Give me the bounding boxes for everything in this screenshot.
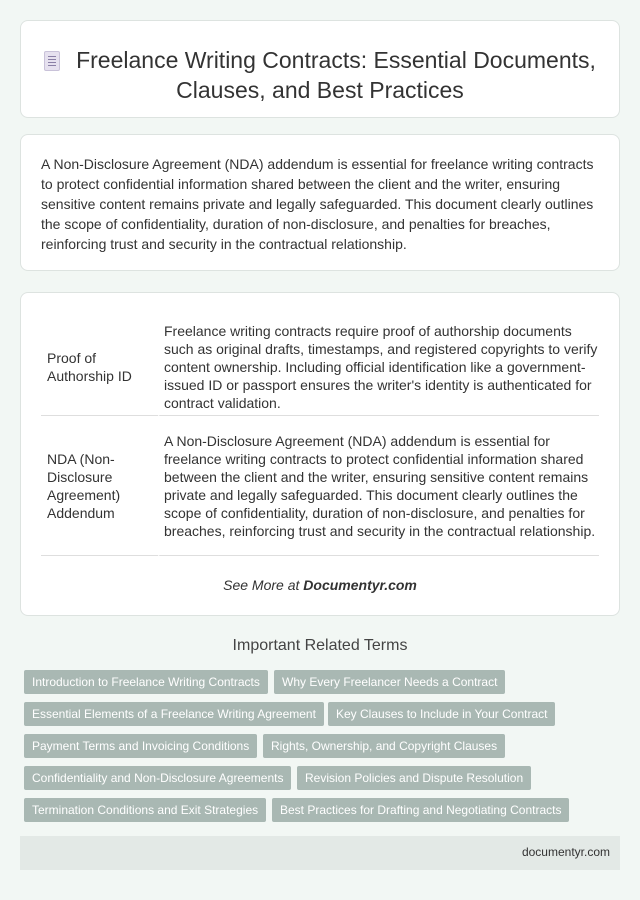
related-tag[interactable]: Payment Terms and Invoicing Conditions	[24, 734, 257, 758]
terms-table-card	[20, 292, 620, 616]
related-tag[interactable]: Why Every Freelancer Needs a Contract	[274, 670, 505, 694]
footer	[20, 836, 620, 870]
terms-table	[41, 318, 599, 556]
table-term: NDA (Non-Disclosure Agreement) Addendum	[41, 416, 158, 556]
table-description: Freelance writing contracts require proof of authorship documents such as original drafts, timestamps, and registered copyrights to verify content ownership. Including official identification like a government-issued ID or passport ensures the writer's identity is authenticated for contract validation.	[158, 318, 599, 416]
see-more-prefix: See More at	[223, 577, 304, 593]
table-term: Proof of Authorship ID	[41, 318, 158, 416]
related-tag[interactable]: Revision Policies and Dispute Resolution	[297, 766, 531, 790]
related-tag[interactable]: Confidentiality and Non-Disclosure Agreements	[24, 766, 291, 790]
related-tag[interactable]: Introduction to Freelance Writing Contracts	[24, 670, 268, 694]
document-icon	[44, 51, 60, 71]
related-terms-title: Important Related Terms	[232, 637, 408, 654]
related-tag[interactable]: Key Clauses to Include in Your Contract	[328, 702, 555, 726]
page-title-text: Freelance Writing Contracts: Essential Documents, Clauses, and Best Practices	[76, 47, 596, 103]
related-tag[interactable]: Essential Elements of a Freelance Writing Agreement	[24, 702, 324, 726]
footer-site[interactable]: documentyr.com	[521, 845, 610, 859]
intro-card	[20, 134, 620, 271]
page-title	[21, 45, 619, 105]
see-more-link[interactable]	[21, 577, 619, 593]
related-tag[interactable]: Rights, Ownership, and Copyright Clauses	[263, 734, 505, 758]
table-row	[41, 318, 599, 416]
related-tag[interactable]: Termination Conditions and Exit Strategies	[24, 798, 266, 822]
table-description: A Non-Disclosure Agreement (NDA) addendum is essential for freelance writing contracts to protect confidential information shared between the client and the writer, ensuring sensitive content remains private and legally safeguarded. This document clearly outlines the scope of confidentiality, duration of non-disclosure, and penalties for breaches, reinforcing trust and security in the contractual relationship.	[158, 416, 599, 556]
related-tag[interactable]: Best Practices for Drafting and Negotiating Contracts	[272, 798, 569, 822]
intro-text: A Non-Disclosure Agreement (NDA) addendum is essential for freelance writing contracts to protect confidential information shared between the client and the writer, ensuring sensitive content remains private and legally safeguarded. This document clearly outlines the scope of confidentiality, duration of non-disclosure, and penalties for breaches, reinforcing trust and security in the contractual relationship.	[41, 156, 594, 252]
table-row	[41, 416, 599, 556]
see-more-site: Documentyr.com	[303, 577, 417, 593]
title-card	[20, 20, 620, 118]
